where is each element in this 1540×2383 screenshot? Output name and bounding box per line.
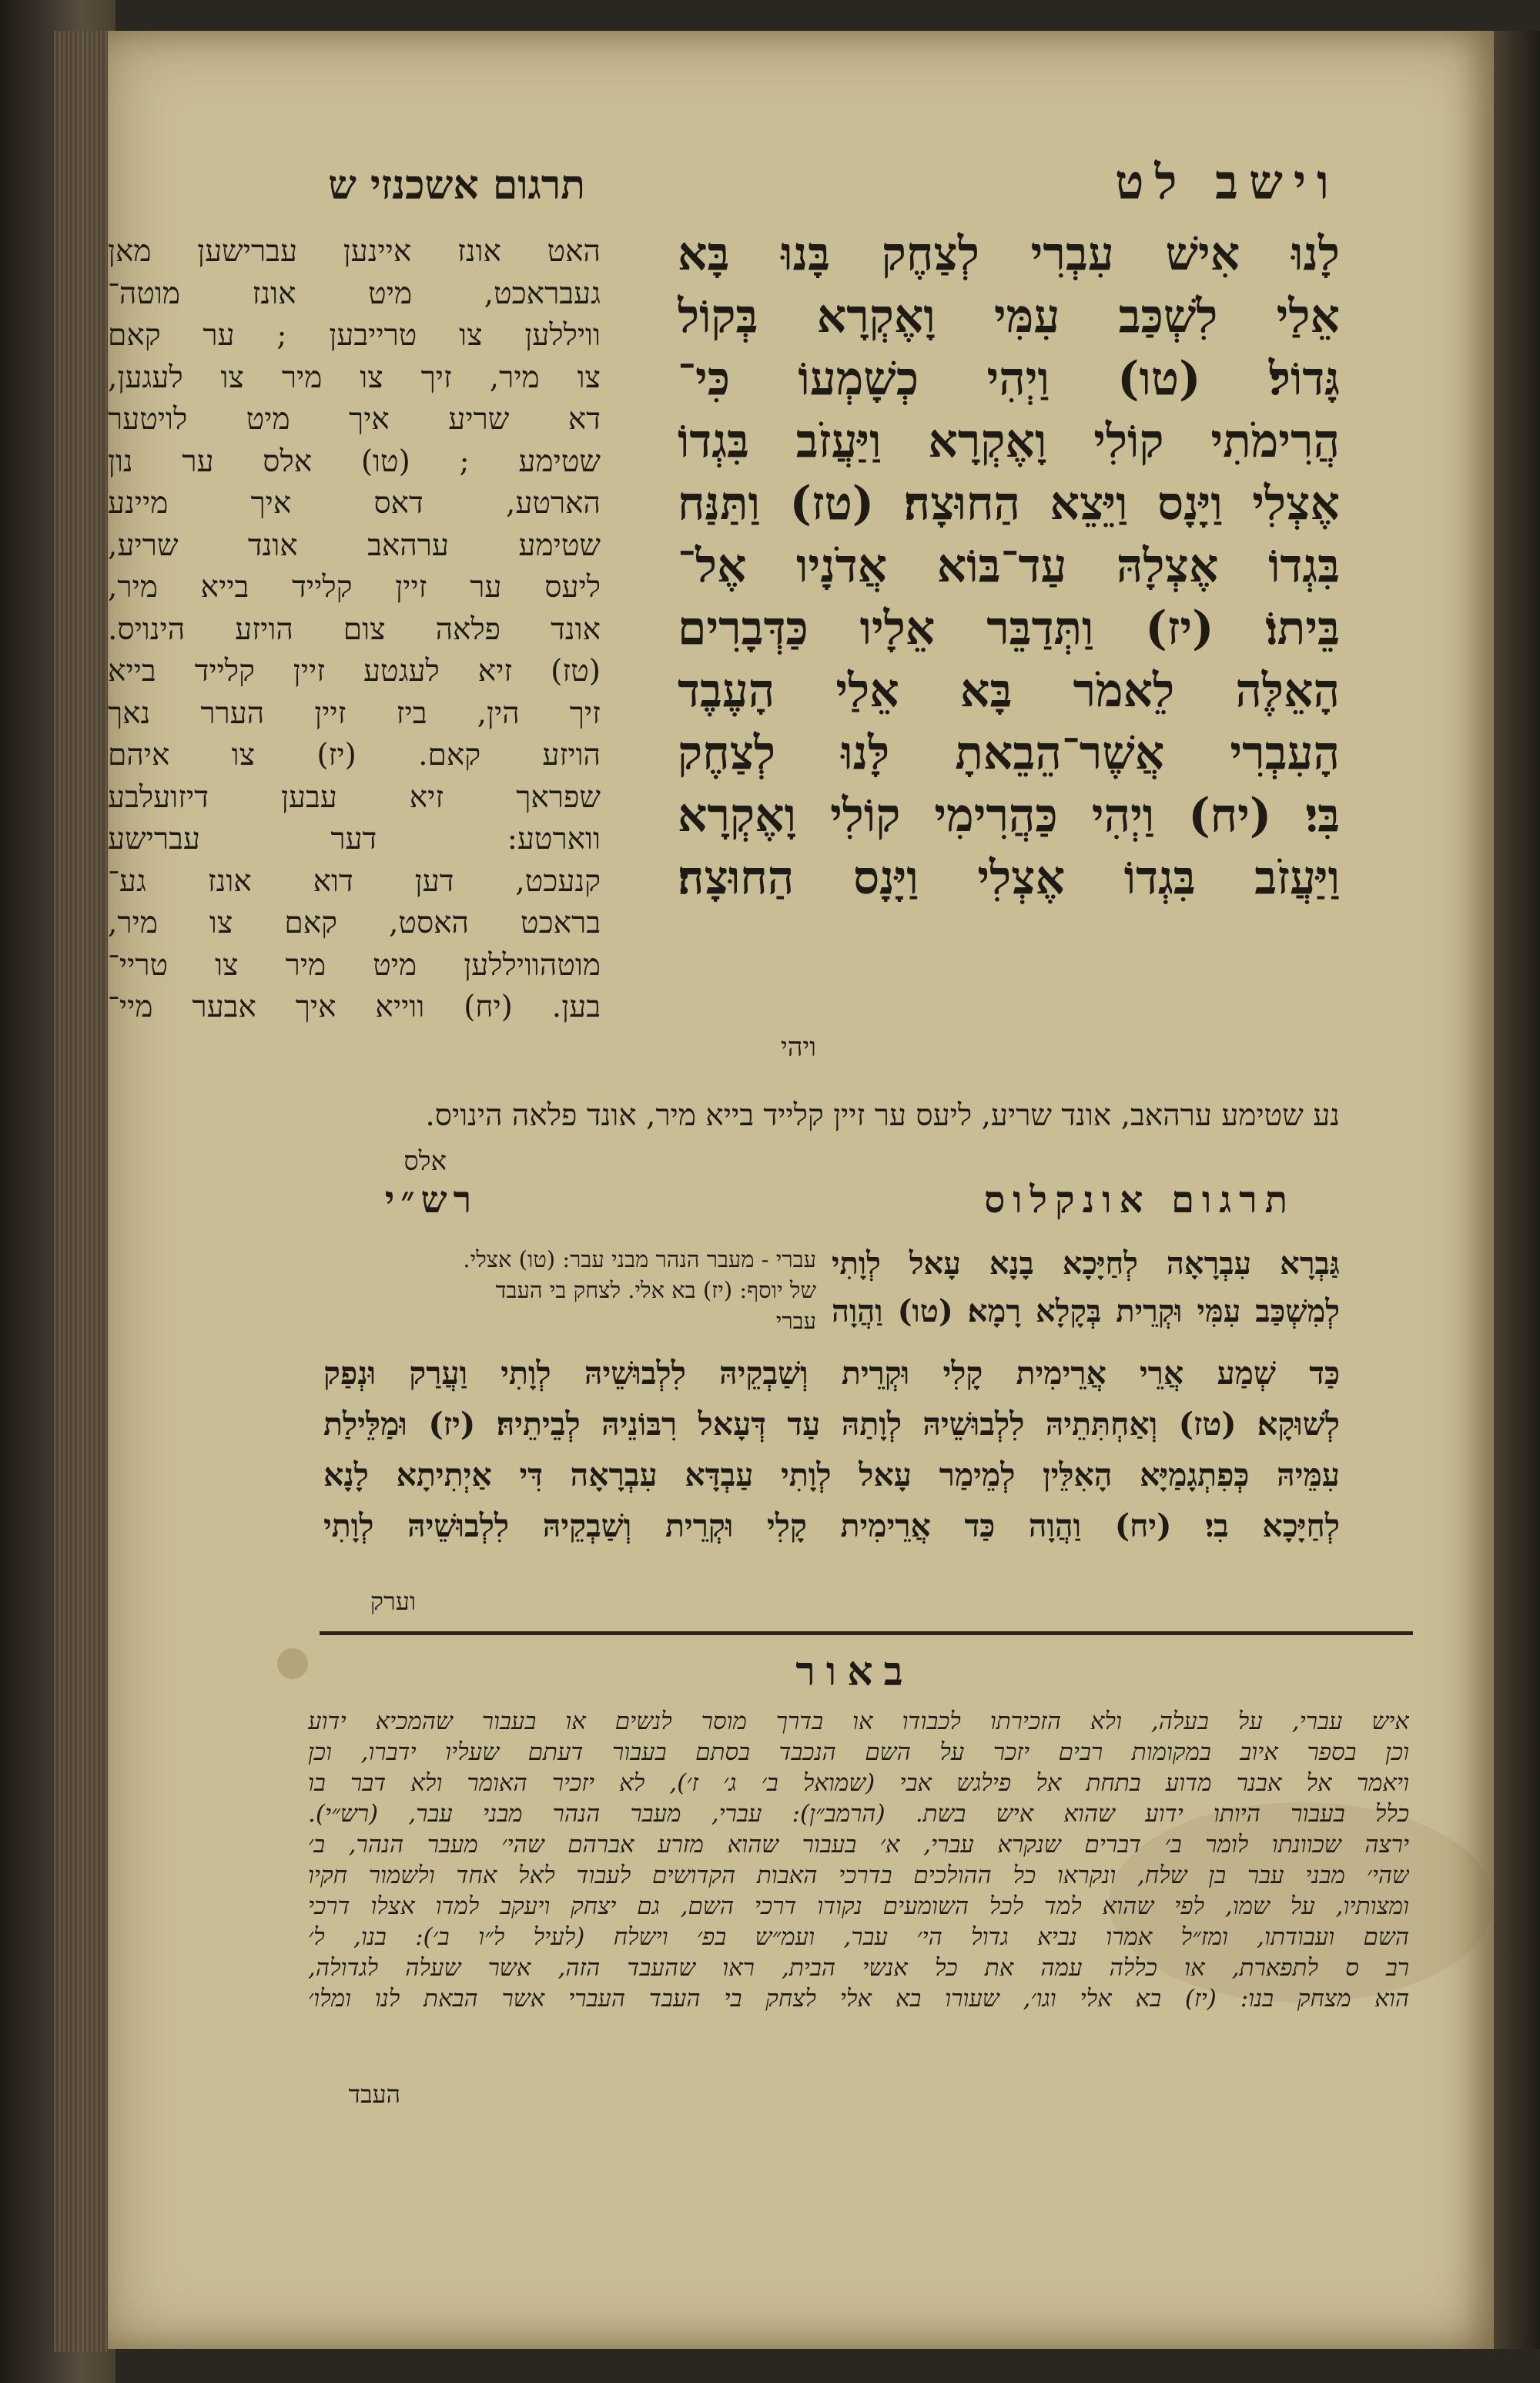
main-text-line: אֵלַי לִשְׁכַּב עִמִּי וָאֶקְרָא בְּקוֹל	[678, 290, 1340, 344]
targum-line: דא שריע איך מיט לויטער	[108, 402, 601, 437]
rashi-commentary	[200, 1244, 816, 1359]
onkelos-full-block	[323, 1348, 1340, 1610]
beur-line: כלל בעבור היותו ידוע שהוא איש בשת. (הרמב״ן): עברי, מעבר הנהר מבני עבר, (רש״י).	[308, 1800, 1409, 1828]
beur-header: באור	[795, 1648, 914, 1695]
targum-line: געבראכט, מיט אונז מוטה־	[108, 276, 601, 311]
targum-line: בראכט האסט, קאם צו מיר,	[108, 906, 601, 940]
onkelos-line: לְמִשְׁכַּב עִמִּי וּקְרֵית בְּקָלָא רָמָא׃ (טו) וַהֲוָה	[832, 1293, 1340, 1329]
main-text-line: בֵּיתוֹ׃ (יז) וַתְּדַבֵּר אֵלָיו כַּדְּבָרִים	[678, 602, 1340, 655]
main-text-line: גָּדוֹל׃ (טו) וַיְהִי כְשָׁמְעוֹ כִּי־	[678, 352, 1340, 406]
targum-line: צו מיר, זיך צו מיר צו לעגען,	[108, 360, 601, 395]
parasha-header: וישב לט	[1115, 154, 1340, 210]
main-text-line: בִּגְדוֹ אֶצְלָהּ עַד־בּוֹא אֲדֹנָיו אֶל־	[678, 539, 1340, 593]
onkelos-line: לְחַיָּכָא בִי׃ (יח) וַהֲוָה כַּד אֲרֵימִית קָלִי וּקְרֵית וְשַׁבְקֵיהּ לִלְבוּשֵׁיהּ לְוָתִי	[323, 1507, 1340, 1544]
beur-line: רב ס לתפארת, או כללה עמה את כל אנשי הבית, ראו שהעבד הזה, אשר שעלה לגדולה,	[308, 1954, 1409, 1982]
targum-ashkenazi-header: תרגום אשכנזי ש	[328, 162, 585, 209]
targum-line: קנעכט, דען דוא אונז גע־	[108, 863, 601, 899]
beur-line: השם ועבודתו, ומז״ל אמרו נביא גדול הי׳ עבר, ועמ״ש בפ׳ וישלח (לעיל ל״ו ב׳): בנו, ל׳	[308, 1923, 1409, 1951]
onkelos-line: גַּבְרָא עִבְרָאָה לְחַיָּכָא בָנָא עָאל לְוָתִי	[832, 1245, 1340, 1282]
book-fore-edge	[0, 0, 116, 2383]
rashi-header: רש״י	[384, 1178, 478, 1222]
book-right-edge	[1494, 31, 1540, 2349]
main-text-catchword: ויהי	[780, 1032, 816, 1063]
targum-ashkenazi-column	[108, 231, 601, 1063]
main-text-line: הָאֵלֶּה לֵאמֹר בָּא אֵלַי הָעֶבֶד	[678, 664, 1340, 718]
rashi-line: עברי - מעבר הנהר מבני עבר: (טו) אצלי.	[463, 1246, 816, 1272]
onkelos-header: תרגום אונקלוס	[983, 1178, 1296, 1222]
beur-line: ומצותיו, על שמו, לפי שהוא למד לכל השומעים נקודו דרכי השם, גם יצחק ויעקב למדו אצלו דרכי	[308, 1892, 1409, 1920]
targum-line: הויזע קאם. (יז) צו איהם	[108, 738, 601, 773]
main-text-line: הָעִבְרִי אֲשֶׁר־הֵבֵאתָ לָּנוּ לְצַחֶק	[678, 726, 1340, 780]
rashi-line: עברי	[775, 1308, 816, 1334]
targum-line: מוטהוויללען מיט מיר צו טריי־	[108, 947, 601, 983]
main-text-line: בִּי׃ (יח) וַיְהִי כַּהֲרִימִי קוֹלִי וָאֶקְרָא	[678, 789, 1340, 843]
beur-line: שהי׳ מבני עבר בן שלח, ונקראו כל ההולכים בדרכי האבות הקדושים לעבוד לאל אחד ולשמור חקיו	[308, 1862, 1409, 1889]
targum-line: (טז) זיא לעגטע זיין קלייד בייא	[108, 654, 601, 689]
section-divider	[320, 1631, 1413, 1635]
beur-line: וכן בספר איוב במקומות רבים יזכר על השם הנכבד בסתם בעבור דעתם שעליו ידברו, וכן	[308, 1738, 1409, 1766]
onkelos-top-block	[832, 1240, 1340, 1348]
beur-line: איש עברי, על בעלה, ולא הזכירתו לכבודו או בדרך מוסר לנשים או בעבור שהמכיא ידוע	[308, 1708, 1409, 1735]
main-text-line: לָנוּ אִישׁ עִבְרִי לְצַחֶק בָּנוּ בָּא	[678, 227, 1340, 281]
onkelos-line: כַּד שְׁמַע אֲרֵי אֲרֵימִית קָלִי וּקְרֵית וְשַׁבְקֵיהּ לִלְבוּשֵׁיהּ לְוָתִי וַעֲרַק וּנְפַק	[323, 1355, 1340, 1392]
beur-catchword: העבד	[348, 2080, 400, 2109]
targum-line: אונד פלאה צום הויזע הינויס.	[108, 612, 601, 647]
targum-line: וויללען צו טרייבען ; ער קאם	[108, 318, 601, 353]
main-text-line: הֲרִימֹתִי קוֹלִי וָאֶקְרָא וַיַּעֲזֹב בִּגְדוֹ	[678, 414, 1340, 468]
targum-line: האט אונז איינען עברישען מאן	[108, 234, 601, 269]
targum-line: שטימע ; (טו) אלס ער נון	[108, 444, 601, 479]
targum-catchword: אלס	[403, 1146, 447, 1177]
onkelos-line: עִמֵּיהּ כְּפִתְגָמַיָּא הָאִלֵּין לְמֵימַר עָאל לְוָתִי עַבְדָּא עִבְרָאָה דִּי אַיְתִיתָא לָנָא	[323, 1456, 1340, 1493]
targum-line: ליעס ער זיין קלייד בייא מיר,	[108, 570, 601, 605]
beur-line: הוא מצחק בנו: (יז) בא אלי וגו׳, שעורו בא אלי לצחק בי העבד העברי אשר הבאת לנו ומלו׳	[308, 1985, 1409, 2013]
targum-line: שפראך זיא עבען דיזועלבע	[108, 779, 601, 815]
rashi-line: של יוסף: (יז) בא אלי. לצחק בי העבד	[495, 1277, 816, 1303]
beur-commentary	[308, 1706, 1409, 2076]
beur-line: ויאמר אל אבנר מדוע בתחת אל פילגש אבי (שמואל ב׳ ג׳ ז׳), לא יזכיר האומר ולא דבר בו	[308, 1769, 1409, 1797]
onkelos-catchword: וערק	[370, 1587, 416, 1616]
targum-line: שטימע ערהאב אונד שריע,	[108, 528, 601, 563]
targum-line: ווארטע: דער עברישע	[108, 822, 601, 856]
targum-line: בען. (יח) ווייא איך אבער מיי־	[108, 990, 601, 1024]
beur-line: ירצה שכוונתו לומר ב׳ דברים שנקרא עברי, א׳ בעבור שהוא מזרע אברהם שהי׳ מעבר הנהר, ב׳	[308, 1831, 1409, 1858]
targum-line: הארטע, דאס איך מיינע	[108, 486, 601, 521]
main-text-line: אֶצְלִי וַיָּנָס וַיֵּצֵא הַחוּצָה׃ (טז) וַתַּנַּח	[678, 477, 1340, 531]
main-text-line: וַיַּעֲזֹב בִּגְדוֹ אֶצְלִי וַיָּנָס הַחוּצָה׃	[678, 851, 1340, 905]
targum-line: זיך הין, ביז זיין הערר נאך	[108, 695, 601, 731]
onkelos-line: לְשׁוּקָא׃ (טז) וְאַחְתִּתֵיהּ לִלְבוּשֵׁיהּ לְוָתַהּ עַד דְּעָאל רִבּוֹנֵיהּ לְבֵיתֵיהּ׃ (יז) וּמַלֵּילַת	[323, 1406, 1340, 1443]
ink-stain	[277, 1648, 308, 1679]
main-torah-text	[678, 223, 1340, 1024]
targum-continuation-line: נע שטימע ערהאב, אונד שריע, ליעס ער זיין קלייד בייא מיר, אונד פלאה הינויס.	[425, 1098, 1340, 1133]
